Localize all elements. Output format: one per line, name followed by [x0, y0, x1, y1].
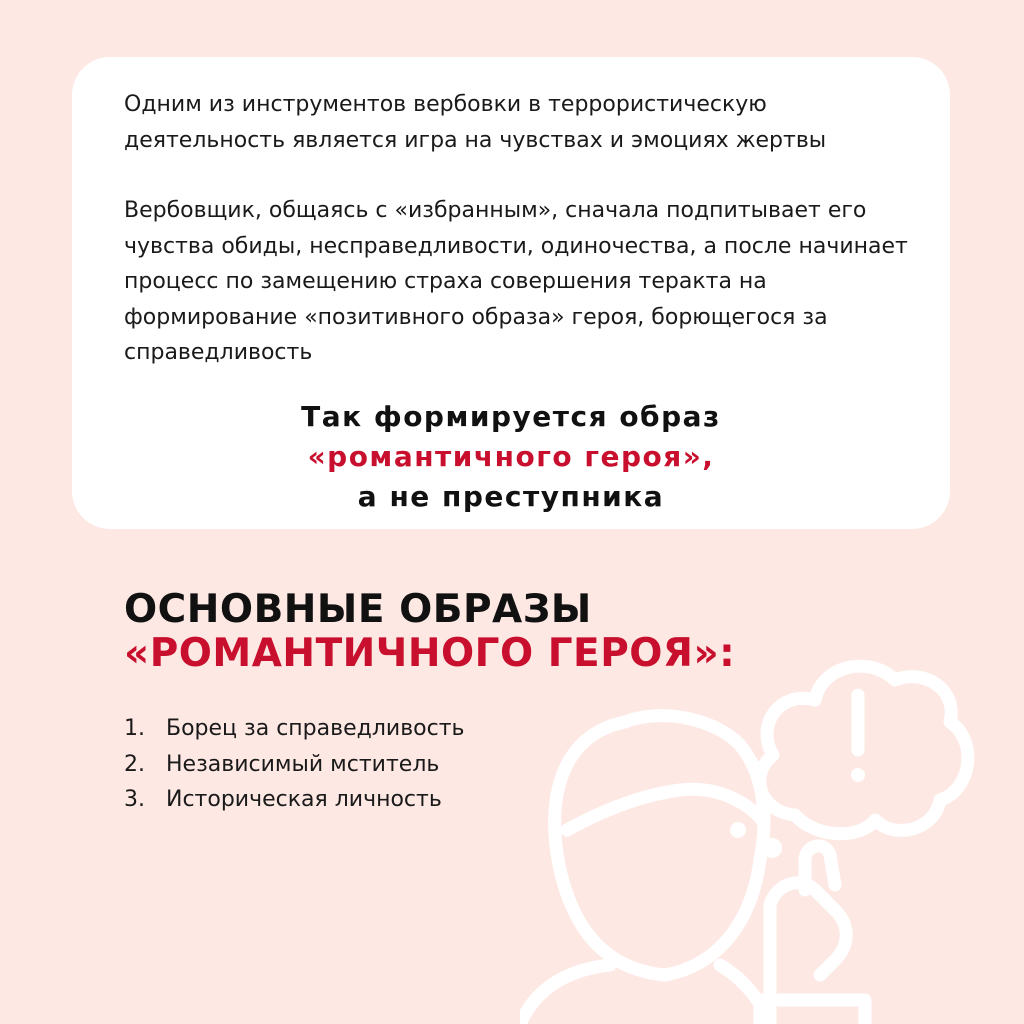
heading-line-1: ОСНОВНЫЕ ОБРАЗЫ [124, 587, 592, 632]
emphasis-line-2: «романтичного героя», [307, 440, 715, 473]
list-item [124, 782, 465, 818]
intro-paragraph: Одним из инструментов вербовки в террористическую деятельность является игра на чувствах и эмоциях жертвы [124, 92, 827, 153]
list-item-number: 3. [124, 787, 145, 812]
list-item-text: Историческая личность [166, 787, 442, 812]
card-text [124, 87, 924, 371]
info-card [72, 57, 950, 529]
list-item [124, 747, 465, 783]
person-with-thought-bubble-icon [520, 640, 1024, 1024]
list-item [124, 711, 465, 747]
list-item-number: 2. [124, 751, 145, 777]
heading-line-2: «РОМАНТИЧНОГО ГЕРОЯ»: [124, 631, 736, 676]
list-item-text: Борец за справедливость [166, 716, 465, 741]
emphasis-line-3: а не преступника [357, 480, 665, 513]
emphasis-line-1: Так формируется образ [301, 400, 721, 433]
list-item-text: Независимый мститель [166, 751, 440, 777]
list-item-number: 1. [124, 716, 145, 741]
recruiter-paragraph: Вербовщик, общаясь с «избранным», сначала подпитывает его чувства обиды, несправедливости, одиночества, а после начинает процесс по замещению страха совершения теракта на формирование «позитивного образа» героя, борющегося за справедливость [124, 198, 908, 365]
hero-images-list [124, 711, 465, 818]
emphasis-block [72, 397, 950, 517]
